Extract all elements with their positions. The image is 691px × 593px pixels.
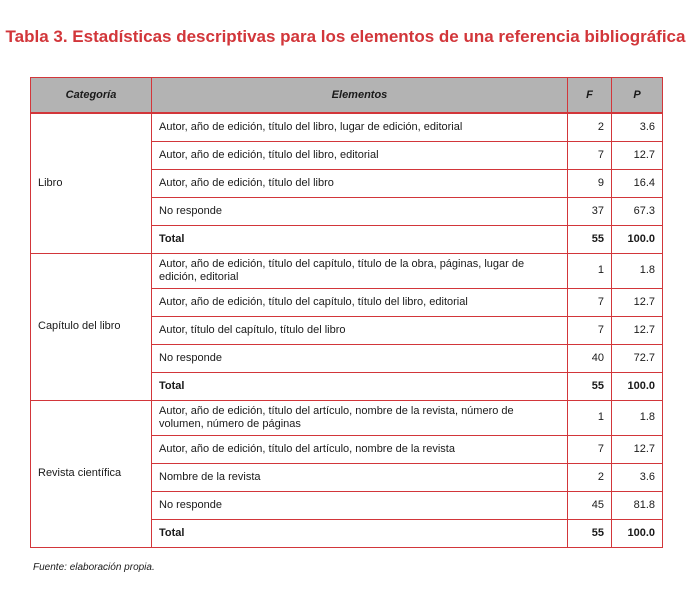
p-cell: 81.8 — [612, 491, 663, 519]
p-cell: 12.7 — [612, 435, 663, 463]
p-cell: 100.0 — [612, 519, 663, 547]
element-cell: Nombre de la revista — [152, 463, 568, 491]
header-elementos: Elementos — [152, 78, 568, 114]
p-cell: 12.7 — [612, 316, 663, 344]
p-cell: 1.8 — [612, 400, 663, 435]
element-cell: Autor, título del capítulo, título del libro — [152, 316, 568, 344]
element-cell: Autor, año de edición, título del artículo, nombre de la revista, número de volumen, número de páginas — [152, 400, 568, 435]
element-cell: Total — [152, 519, 568, 547]
element-cell: Autor, año de edición, título del libro, lugar de edición, editorial — [152, 113, 568, 141]
f-cell: 7 — [568, 316, 612, 344]
p-cell: 100.0 — [612, 225, 663, 253]
f-cell: 2 — [568, 463, 612, 491]
f-cell: 1 — [568, 400, 612, 435]
element-cell: No responde — [152, 344, 568, 372]
category-cell: Libro — [31, 113, 152, 253]
p-cell: 12.7 — [612, 288, 663, 316]
element-cell: Autor, año de edición, título del capítulo, título del libro, editorial — [152, 288, 568, 316]
p-cell: 12.7 — [612, 141, 663, 169]
category-cell: Capítulo del libro — [31, 253, 152, 400]
f-cell: 55 — [568, 519, 612, 547]
f-cell: 7 — [568, 435, 612, 463]
element-cell: Autor, año de edición, título del libro, editorial — [152, 141, 568, 169]
p-cell: 67.3 — [612, 197, 663, 225]
category-cell: Revista científica — [31, 400, 152, 547]
element-cell: No responde — [152, 197, 568, 225]
p-cell: 16.4 — [612, 169, 663, 197]
f-cell: 7 — [568, 141, 612, 169]
f-cell: 9 — [568, 169, 612, 197]
header-f: F — [568, 78, 612, 114]
element-cell: Total — [152, 372, 568, 400]
f-cell: 55 — [568, 372, 612, 400]
element-cell: Autor, año de edición, título del capítulo, título de la obra, páginas, lugar de edición, editorial — [152, 253, 568, 288]
p-cell: 1.8 — [612, 253, 663, 288]
f-cell: 1 — [568, 253, 612, 288]
table-row — [31, 113, 663, 141]
source-note: Fuente: elaboración propia. — [33, 562, 155, 573]
p-cell: 100.0 — [612, 372, 663, 400]
table-row — [31, 253, 663, 288]
element-cell: No responde — [152, 491, 568, 519]
f-cell: 40 — [568, 344, 612, 372]
f-cell: 45 — [568, 491, 612, 519]
element-cell: Autor, año de edición, título del artículo, nombre de la revista — [152, 435, 568, 463]
element-cell: Total — [152, 225, 568, 253]
table-title: Tabla 3. Estadísticas descriptivas para los elementos de una referencia bibliográfica — [5, 27, 686, 46]
f-cell: 2 — [568, 113, 612, 141]
header-p: P — [612, 78, 663, 114]
f-cell: 55 — [568, 225, 612, 253]
header-categoria: Categoría — [31, 78, 152, 114]
p-cell: 3.6 — [612, 463, 663, 491]
f-cell: 7 — [568, 288, 612, 316]
p-cell: 72.7 — [612, 344, 663, 372]
header-row — [31, 78, 663, 114]
f-cell: 37 — [568, 197, 612, 225]
table-row — [31, 400, 663, 435]
p-cell: 3.6 — [612, 113, 663, 141]
statistics-table — [30, 77, 663, 548]
element-cell: Autor, año de edición, título del libro — [152, 169, 568, 197]
